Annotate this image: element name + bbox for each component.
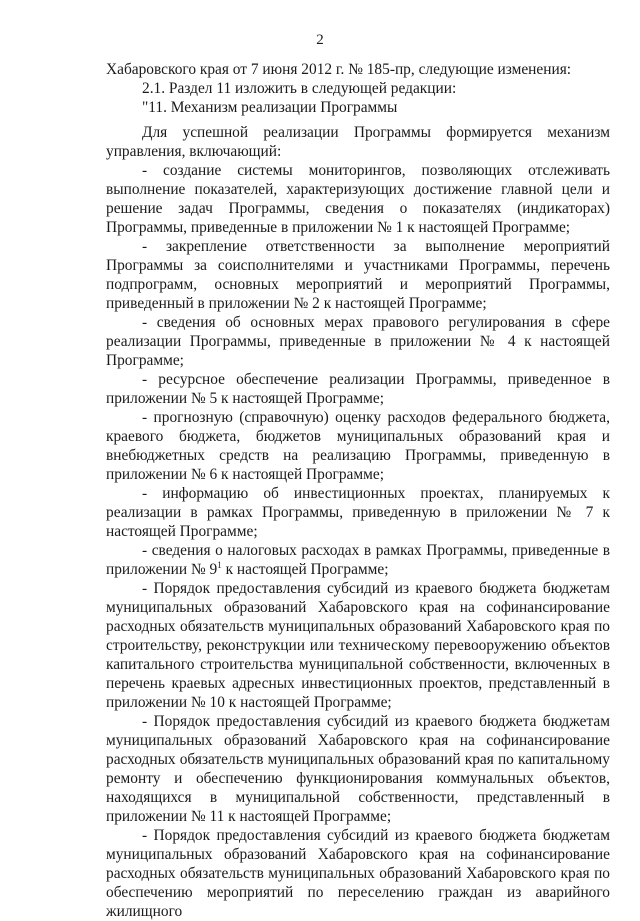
lead-paragraph: Для успешной реализации Программы формируется механизм управления, включающий: (106, 124, 610, 160)
section-heading: "11. Механизм реализации Программы (142, 99, 398, 116)
list-item: - информацию об инвестиционных проектах, планируемых к реализации в рамках Программы, приведенную в приложении № 7 к настоящей Программе; (106, 485, 610, 540)
list-item: - Порядок предоставления субсидий из краевого бюджета бюджетам муниципальных образований Хабаровского края на софинансирование расходных обязательств муниципальных образований края по капитальному ремонту и обеспечению функционирования коммунальных объектов, находящихся в муниципальной собственности, представленный в приложении № 11 к настоящей Программе; (106, 713, 610, 825)
point-2-1: 2.1. Раздел 11 изложить в следующей редакции: (142, 80, 457, 97)
list-item-tax-text: - сведения о налоговых расходах в рамках Программы, приведенные в приложении № 9 (106, 542, 610, 578)
list-item: - Порядок предоставления субсидий из краевого бюджета бюджетам муниципальных образований Хабаровского края на софинансирование расходных обязательств муниципальных образований Хабаровского края по обеспечению мероприятий по переселению граждан из аварийного жилищного (106, 827, 610, 920)
list-item: - прогнозную (справочную) оценку расходов федерального бюджета, краевого бюджета, бюджетов муниципальных образований края и внебюджетных средств на реализацию Программы, приведенную в приложении № 6 к настоящей Программе; (106, 409, 610, 483)
list-item: - сведения об основных мерах правового регулирования в сфере реализации Программы, приведенные в приложении № 4 к настоящей Программе; (106, 314, 610, 369)
list-item: - создание системы мониторингов, позволяющих отслеживать выполнение показателей, характеризующих достижение главной цели и решение задач Программы, сведения о показателях (индикаторах) Программы, приведенные в приложении № 1 к настоящей Программе; (106, 162, 610, 236)
list-item-tax-tail: к настоящей Программе; (221, 561, 389, 578)
list-item: - ресурсное обеспечение реализации Программы, приведенное в приложении № 5 к настоящей Программе; (106, 371, 610, 407)
list-item-tax (106, 541, 610, 579)
list-item: - Порядок предоставления субсидий из краевого бюджета бюджетам муниципальных образований Хабаровского края на софинансирование расходных обязательств муниципальных образований Хабаровского края по строительству, реконструкции или техническому перевооружению объектов капитального строительства муниципальной собственности, включенных в перечень краевых адресных инвестиционных проектов, представленный в приложении № 10 к настоящей Программе; (106, 580, 610, 711)
list-item: - закрепление ответственности за выполнение мероприятий Программы за соисполнителями и участниками Программы, перечень подпрограмм, основных мероприятий и мероприятий Программы, приведенный в приложении № 2 к настоящей Программе; (106, 238, 610, 312)
superscript-mark: 1 (217, 559, 222, 570)
page-number: 2 (316, 32, 324, 48)
document-body (106, 60, 610, 921)
intro-line: Хабаровского края от 7 июня 2012 г. № 185-пр, следующие изменения: (106, 61, 572, 78)
